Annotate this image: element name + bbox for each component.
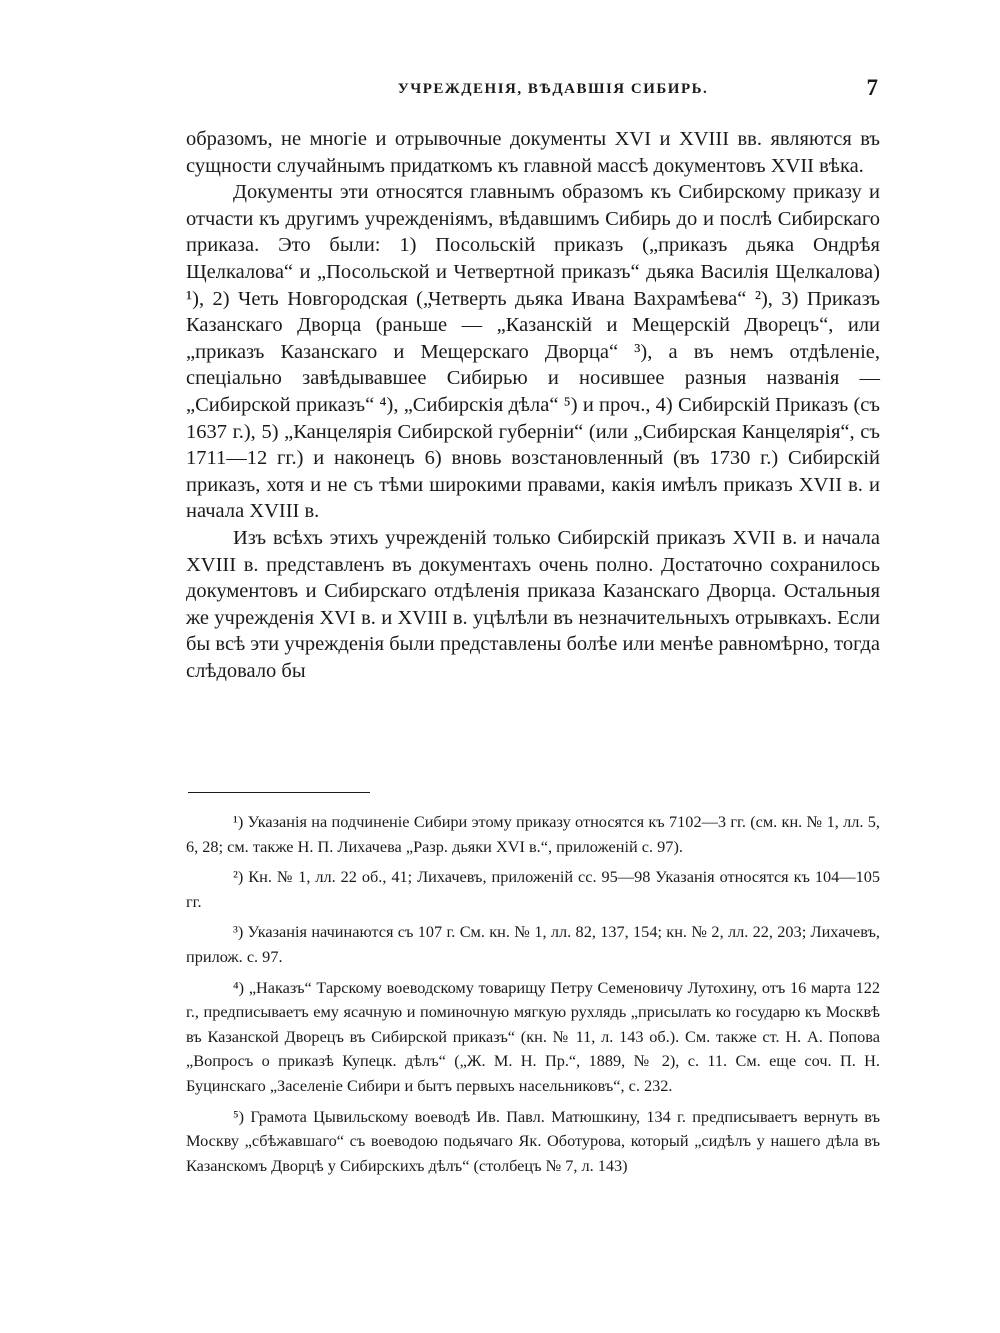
footnote-4 bbox=[186, 976, 880, 1099]
footnote-2 bbox=[186, 865, 880, 914]
footnote-text: Указанія начинаются съ 107 г. См. кн. № 1, лл. 82, 137, 154; кн. № 2, лл. 22, 203; Лихачевъ, прилож. с. 97. bbox=[186, 922, 880, 966]
footnote-text: Указанія на подчиненіе Сибири этому приказу относятся къ 7102—3 гг. (см. кн. № 1, лл. 5, 6, 28; см. также Н. П. Лихачева „Разр. дьяки XVI в.“, приложеній с. 97). bbox=[186, 812, 880, 856]
page-number: 7 bbox=[866, 75, 878, 100]
footnote-separator bbox=[188, 792, 370, 793]
footnote-marker: ⁵) bbox=[233, 1106, 245, 1126]
footnote-marker: ¹) bbox=[233, 812, 244, 831]
body-paragraph-institutions: Документы эти относятся главнымъ образомъ къ Сибирскому приказу и отчасти къ другимъ учрежденіямъ, вѣдавшимъ Сибирь до и послѣ Сибирскаго приказа. Это были: 1) Посольскій приказъ („приказъ дьяка Ондрѣя Щелкалова“ и „Посольской и Четвертной приказъ“ дьяка Василія Щелкалова) ¹), 2) Четь Новгородская („Четверть дьяка Ивана Вахрамѣева“ ²), 3) Приказъ Казанскаго Дворца (раньше — „Казанскій и Мещерскій Дворецъ“, или „приказъ Казанскаго и Мещерскаго Дворца“ ³), а въ немъ отдѣленіе, спеціально завѣдывавшее Сибирью и носившее разныя названія — „Сибирской приказъ“ ⁴), „Сибирскія дѣла“ ⁵) и проч., 4) Сибирскій Приказъ (съ 1637 г.), 5) „Канцелярія Сибирской губерніи“ (или „Сибирская Канцелярія“, съ 1711—12 гг.) и наконецъ 6) вновь возстановленный (въ 1730 г.) Сибирскій приказъ, хотя и не съ тѣми широкими правами, какія имѣлъ приказъ XVII в. и начала XVIII в. bbox=[186, 181, 880, 523]
running-header bbox=[186, 75, 880, 109]
running-title: УЧРЕЖДЕНІЯ, ВѢДАВШІЯ СИБИРЬ. bbox=[397, 81, 709, 97]
footnote-marker: ⁴) bbox=[233, 977, 245, 997]
footnote-text: Кн. № 1, лл. 22 об., 41; Лихачевъ, приложеній сс. 95—98 Указанія относятся къ 104—105 гг. bbox=[186, 867, 881, 911]
footnotes bbox=[186, 810, 880, 1178]
footnote-5 bbox=[186, 1105, 880, 1179]
body-paragraph-continuation: образомъ, не многіе и отрывочные документы XVI и XVIII вв. являются въ сущности случайнымъ придаткомъ къ главной массѣ документовъ XVII вѣка. bbox=[186, 128, 880, 177]
body-paragraph-preservation: Изъ всѣхъ этихъ учрежденій только Сибирскій приказъ XVII в. и начала XVIII в. представленъ въ документахъ очень полно. Достаточно сохранилось документовъ и Сибирскаго отдѣленія приказа Казанскаго Дворца. Остальныя же учрежденія XVI в. и XVIII в. уцѣлѣли въ незначительныхъ отрывкахъ. Если бы всѣ эти учрежденія были представлены болѣе или менѣе равномѣрно, тогда слѣдовало бы bbox=[186, 526, 880, 682]
footnote-1 bbox=[186, 810, 880, 859]
main-text bbox=[186, 126, 880, 684]
footnote-3 bbox=[186, 920, 880, 969]
footnote-text: „Наказъ“ Тарскому воеводскому товарищу Петру Семеновичу Лутохину, отъ 16 марта 122 г., предписываетъ ему ясачную и поминочную мягкую рухлядь „присылать ко государю къ Москвѣ въ Казанской Дворецъ въ Сибирской приказъ“ (кн. № 11, л. 143 об.). См. также ст. Н. А. Попова „Вопросъ о приказѣ Купецк. дѣлъ“ („Ж. М. Н. Пр.“, 1889, № 2), с. 11. См. еще соч. П. Н. Буцинскаго „Заселеніе Сибири и бытъ первыхъ насельниковъ“, с. 232. bbox=[186, 977, 880, 1095]
footnote-text: Грамота Цывильскому воеводѣ Ив. Павл. Матюшкину, 134 г. предписываетъ вернуть въ Москву „сбѣжавшаго“ съ воеводою подьячаго Як. Оботурова, который „сидѣлъ у нашего дѣла въ Казанскомъ Дворцѣ у Сибирскихъ дѣлъ“ (столбецъ № 7, л. 143) bbox=[186, 1106, 880, 1175]
footnote-marker: ²) bbox=[233, 867, 244, 887]
footnote-marker: ³) bbox=[233, 922, 244, 942]
